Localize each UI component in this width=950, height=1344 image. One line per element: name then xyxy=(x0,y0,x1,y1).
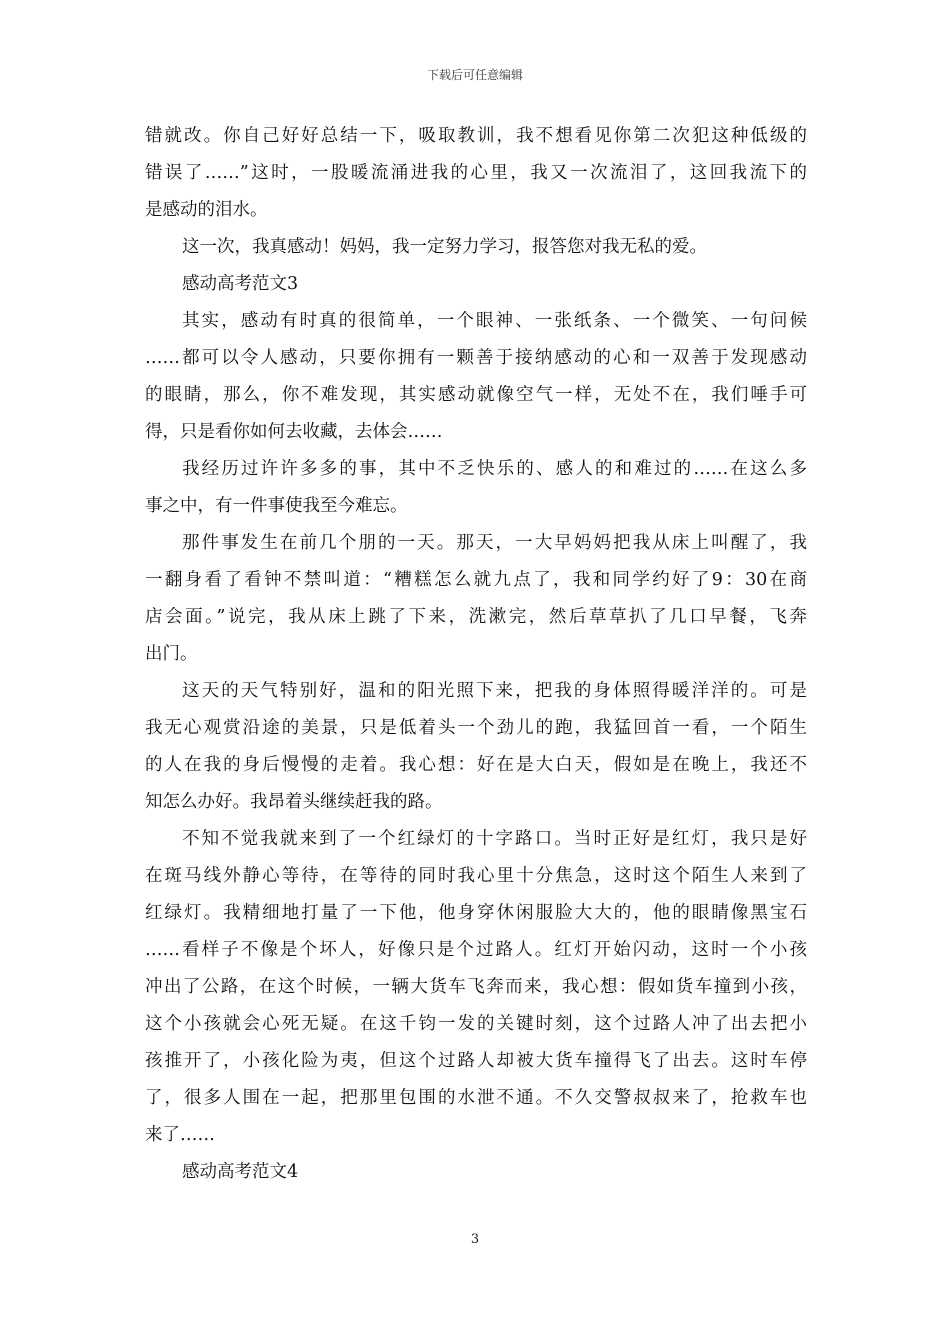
text-line: 在斑马线外静心等待，在等待的同时我心里十分焦急，这时这个陌生人来到了 xyxy=(145,866,807,886)
text-line: 的人在我的身后慢慢的走着。我心想：好在是大白天，假如是在晚上，我还不 xyxy=(145,755,807,775)
text-line: ……看样子不像是个坏人，好像只是个过路人。红灯开始闪动，这时一个小孩 xyxy=(145,940,807,960)
text-line: 我经历过许许多多的事，其中不乏快乐的、感人的和难过的……在这么多 xyxy=(182,459,807,479)
document-body xyxy=(145,118,807,1191)
text-line: 不知不觉我就来到了一个红绿灯的十字路口。当时正好是红灯，我只是好 xyxy=(182,829,807,849)
text-line: ……都可以令人感动，只要你拥有一颗善于接纳感动的心和一双善于发现感动 xyxy=(145,348,807,368)
page-header: 下载后可任意编辑 xyxy=(426,68,523,82)
text-line: 来了…… xyxy=(145,1125,215,1145)
text-line: 我无心观赏沿途的美景，只是低着头一个劲儿的跑，我猛回首一看，一个陌生 xyxy=(145,718,807,738)
text-line: 错误了……”这时，一股暖流涌进我的心里，我又一次流泪了，这回我流下的 xyxy=(145,163,807,183)
text-line: 店会面。”说完，我从床上跳了下来，洗漱完，然后草草扒了几口早餐，飞奔 xyxy=(145,607,807,627)
text-line: 这一次，我真感动！妈妈，我一定努力学习，报答您对我无私的爱。 xyxy=(182,237,707,257)
text-line: 一翻身看了看钟不禁叫道：“糟糕怎么就九点了，我和同学约好了9：30在商 xyxy=(145,570,807,590)
page-number: 3 xyxy=(470,1232,480,1247)
text-line: 的眼睛，那么，你不难发现，其实感动就像空气一样，无处不在，我们唾手可 xyxy=(145,385,807,405)
text-line: 那件事发生在前几个朋的一天。那天，一大早妈妈把我从床上叫醒了，我 xyxy=(182,533,807,553)
text-line: 红绿灯。我精细地打量了一下他，他身穿休闲服脸大大的，他的眼睛像黑宝石 xyxy=(145,903,807,923)
section-heading: 感动高考范文3 xyxy=(182,274,299,294)
text-line: 这个小孩就会心死无疑。在这千钧一发的关键时刻，这个过路人冲了出去把小 xyxy=(145,1014,807,1034)
text-line: 孩推开了，小孩化险为夷，但这个过路人却被大货车撞得飞了出去。这时车停 xyxy=(145,1051,807,1071)
text-line: 出门。 xyxy=(145,644,198,664)
text-line: 这天的天气特别好，温和的阳光照下来，把我的身体照得暖洋洋的。可是 xyxy=(182,681,807,701)
text-line: 冲出了公路，在这个时候，一辆大货车飞奔而来，我心想：假如货车撞到小孩， xyxy=(145,977,807,997)
section-heading: 感动高考范文4 xyxy=(182,1162,299,1182)
text-line: 其实，感动有时真的很简单，一个眼神、一张纸条、一个微笑、一句问候 xyxy=(182,311,807,331)
text-line: 得，只是看你如何去收藏，去体会…… xyxy=(145,422,443,442)
text-line: 事之中，有一件事使我至今难忘。 xyxy=(145,496,408,516)
text-line: 是感动的泪水。 xyxy=(145,200,268,220)
text-line: 知怎么办好。我昂着头继续赶我的路。 xyxy=(145,792,443,812)
text-line: 了，很多人围在一起，把那里包围的水泄不通。不久交警叔叔来了，抢救车也 xyxy=(145,1088,807,1108)
text-line: 错就改。你自己好好总结一下，吸取教训，我不想看见你第二次犯这种低级的 xyxy=(145,126,807,146)
